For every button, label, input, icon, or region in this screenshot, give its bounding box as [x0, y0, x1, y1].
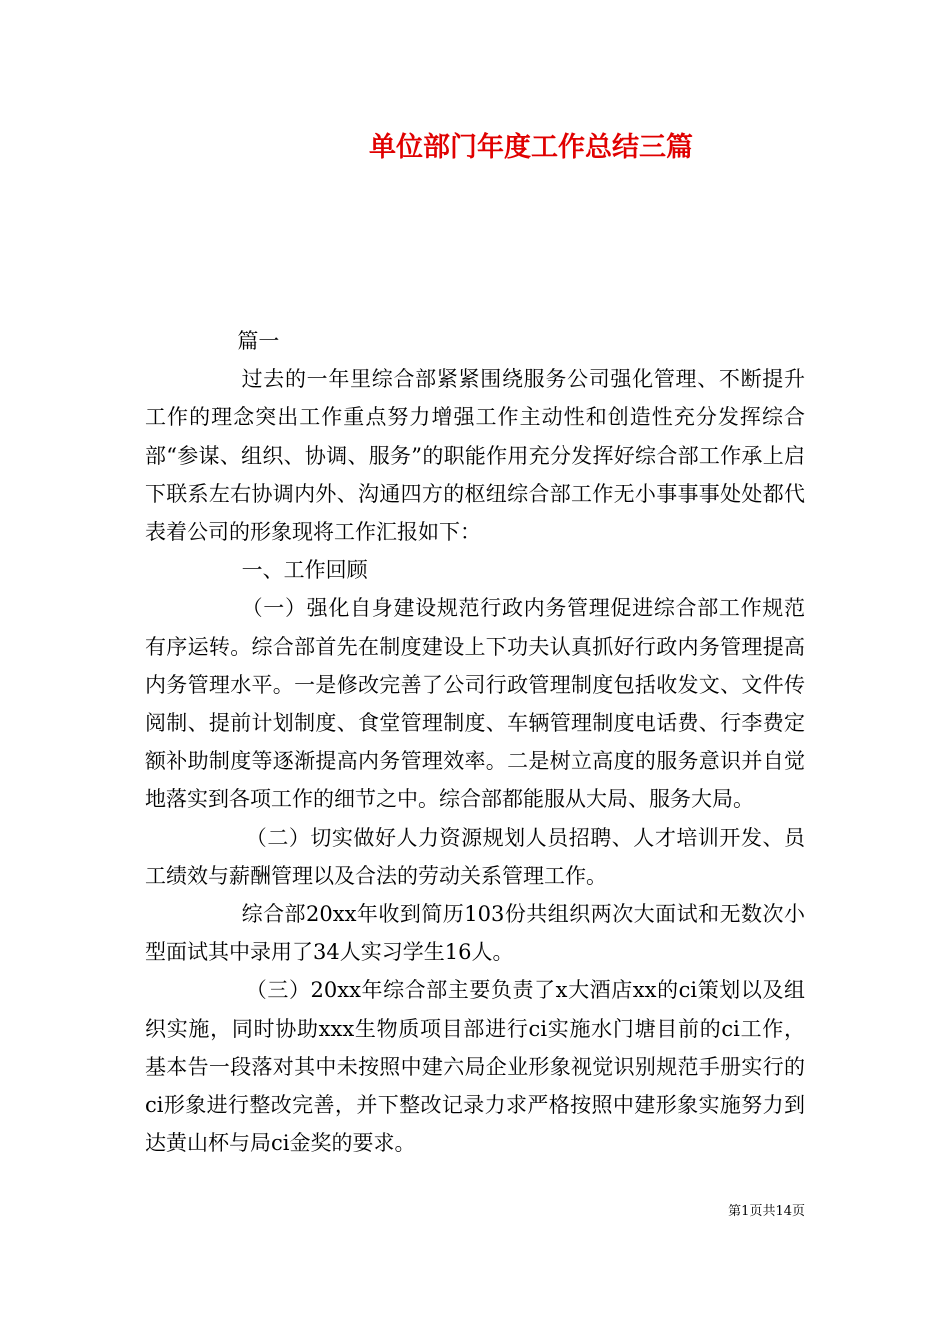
paragraph-item-1: （一）强化自身建设规范行政内务管理促进综合部工作规范有序运转。综合部首先在制度建设上下功夫认真抓好行政内务管理提高内务管理水平。一是修改完善了公司行政管理制度包括收发文、文件传阅制、提前计划制度、食堂管理制度、车辆管理制度电话费、行李费定额补助制度等逐渐提高内务管理效率。二是树立高度的服务意识并自觉地落实到各项工作的细节之中。综合部都能服从大局、服务大局。 [145, 596, 805, 812]
paragraph-intro: 过去的一年里综合部紧紧围绕服务公司强化管理、不断提升工作的理念突出工作重点努力增强工作主动性和创造性充分发挥综合部“参谋、组织、协调、服务”的职能作用充分发挥好综合部工作承上启下联系左右协调内外、沟通四方的枢纽综合部工作无小事事事处处都代表着公司的形象现将工作汇报如下： [145, 367, 805, 545]
page-number: 第1页共14页 [728, 1204, 805, 1219]
section-label: 篇一 [237, 329, 280, 353]
document-body [145, 322, 805, 1162]
paragraph-recruitment: 综合部20xx年收到简历103份共组织两次大面试和无数次小型面试其中录用了34人实习学生16人。 [145, 902, 805, 965]
paragraph-item-2: （二）切实做好人力资源规划人员招聘、人才培训开发、员工绩效与薪酬管理以及合法的劳动关系管理工作。 [145, 825, 805, 888]
heading-work-review: 一、工作回顾 [241, 558, 368, 583]
paragraph-item-3: （三）20xx年综合部主要负责了x大酒店xx的ci策划以及组织实施，同时协助xxx生物质项目部进行ci实施水门塘目前的ci工作，基本告一段落对其中未按照中建六局企业形象视觉识别规范手册实行的ci形象进行整改完善，并下整改记录力求严格按照中建形象实施努力到达黄山杯与局ci金奖的要求。 [145, 978, 805, 1156]
document-title: 单位部门年度工作总结三篇 [369, 132, 693, 163]
